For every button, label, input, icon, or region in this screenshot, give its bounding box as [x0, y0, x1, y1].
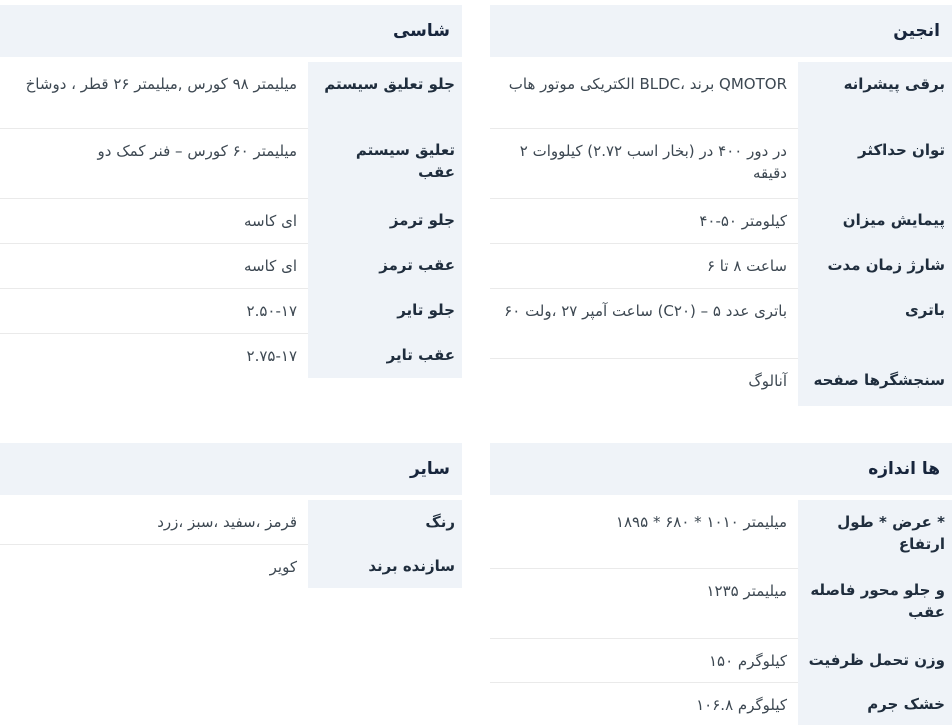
- table-header: [0, 5, 462, 57]
- row-value: دوشاخ ، قطر ۲۶ میلیمتر, کورس ۹۸ میلیمتر: [0, 62, 308, 128]
- column-right: [490, 5, 952, 725]
- spec-row: [490, 128, 952, 198]
- row-label: تایر جلو: [308, 288, 462, 333]
- other-spec-table: [0, 443, 462, 588]
- row-label: ظرفیت تحمل وزن: [798, 638, 952, 682]
- row-label: باتری: [798, 288, 952, 358]
- row-label: رنگ: [308, 500, 462, 544]
- row-label: طول * عرض * ارتفاع: [798, 500, 952, 568]
- spec-row: [0, 243, 462, 288]
- table-title: شاسی: [392, 21, 450, 41]
- table-title: انجین: [893, 21, 940, 41]
- row-value: کاسه ای: [0, 198, 308, 243]
- row-value: ۶۰ ولت، ۲۷ آمپر ساعت (C۲۰) – ۵ عدد باتری: [490, 288, 798, 358]
- table-header: [0, 443, 462, 495]
- table-header: [490, 5, 952, 57]
- row-value: ۱۰۶.۸ کیلوگرم: [490, 682, 798, 725]
- row-label: مدت زمان شارژ: [798, 243, 952, 288]
- spec-row: [0, 500, 462, 544]
- row-label: پیشرانه برقی: [798, 62, 952, 128]
- row-value: دو کمک فنر – کورس ۶۰ میلیمتر: [0, 128, 308, 198]
- spec-row: [490, 682, 952, 725]
- row-label: میزان پیمایش: [798, 198, 952, 243]
- spec-row: [0, 128, 462, 198]
- row-value: هاب موتور الکتریکی BLDC، برند QMOTOR: [490, 62, 798, 128]
- spec-row: [490, 243, 952, 288]
- spec-row: [0, 198, 462, 243]
- row-value: ۶ تا ۸ ساعت: [490, 243, 798, 288]
- row-value: ۱۸۹۵ * ۶۸۰ * ۱۰۱۰ میلیمتر: [490, 500, 798, 568]
- row-label: حداکثر توان: [798, 128, 952, 198]
- spec-row: [490, 500, 952, 568]
- row-value: ۲ کیلووات (۲.۷۲ اسب بخار) در ۴۰۰ دور در دقیقه: [490, 128, 798, 198]
- row-value: آنالوگ: [490, 358, 798, 406]
- spec-row: [0, 333, 462, 378]
- spec-row: [490, 62, 952, 128]
- row-label: فاصله محور جلو و عقب: [798, 568, 952, 638]
- spec-row: [490, 638, 952, 682]
- row-label: ترمز جلو: [308, 198, 462, 243]
- row-value: ۱۵۰ کیلوگرم: [490, 638, 798, 682]
- dimensions-spec-table: [490, 443, 952, 725]
- table-header: [490, 443, 952, 495]
- spec-row: [0, 62, 462, 128]
- row-label: سیستم تعلیق عقب: [308, 128, 462, 198]
- row-label: تایر عقب: [308, 333, 462, 378]
- table-title: سایر: [409, 459, 450, 479]
- row-value: کاسه ای: [0, 243, 308, 288]
- row-label: جرم خشک: [798, 682, 952, 725]
- row-value: ۲.۷۵-۱۷: [0, 333, 308, 378]
- row-value: ۲.۵۰-۱۷: [0, 288, 308, 333]
- column-left: [0, 5, 462, 588]
- spec-row: [490, 288, 952, 358]
- row-label: ترمز عقب: [308, 243, 462, 288]
- engine-spec-table: [490, 5, 952, 406]
- row-value: کویر: [0, 544, 308, 588]
- table-title: اندازه ها: [868, 459, 940, 479]
- spec-row: [0, 544, 462, 588]
- spec-row: [490, 198, 952, 243]
- spec-row: [490, 358, 952, 406]
- row-value: ۱۲۳۵ میلیمتر: [490, 568, 798, 638]
- chassis-spec-table: [0, 5, 462, 378]
- row-value: ۴۰-۵۰ کیلومتر: [490, 198, 798, 243]
- row-label: برند سازنده: [308, 544, 462, 588]
- row-label: سیستم تعلیق جلو: [308, 62, 462, 128]
- spec-row: [0, 288, 462, 333]
- row-label: صفحه سنجشگرها: [798, 358, 952, 406]
- spec-row: [490, 568, 952, 638]
- row-value: زرد، سبز، سفید، قرمز: [0, 500, 308, 544]
